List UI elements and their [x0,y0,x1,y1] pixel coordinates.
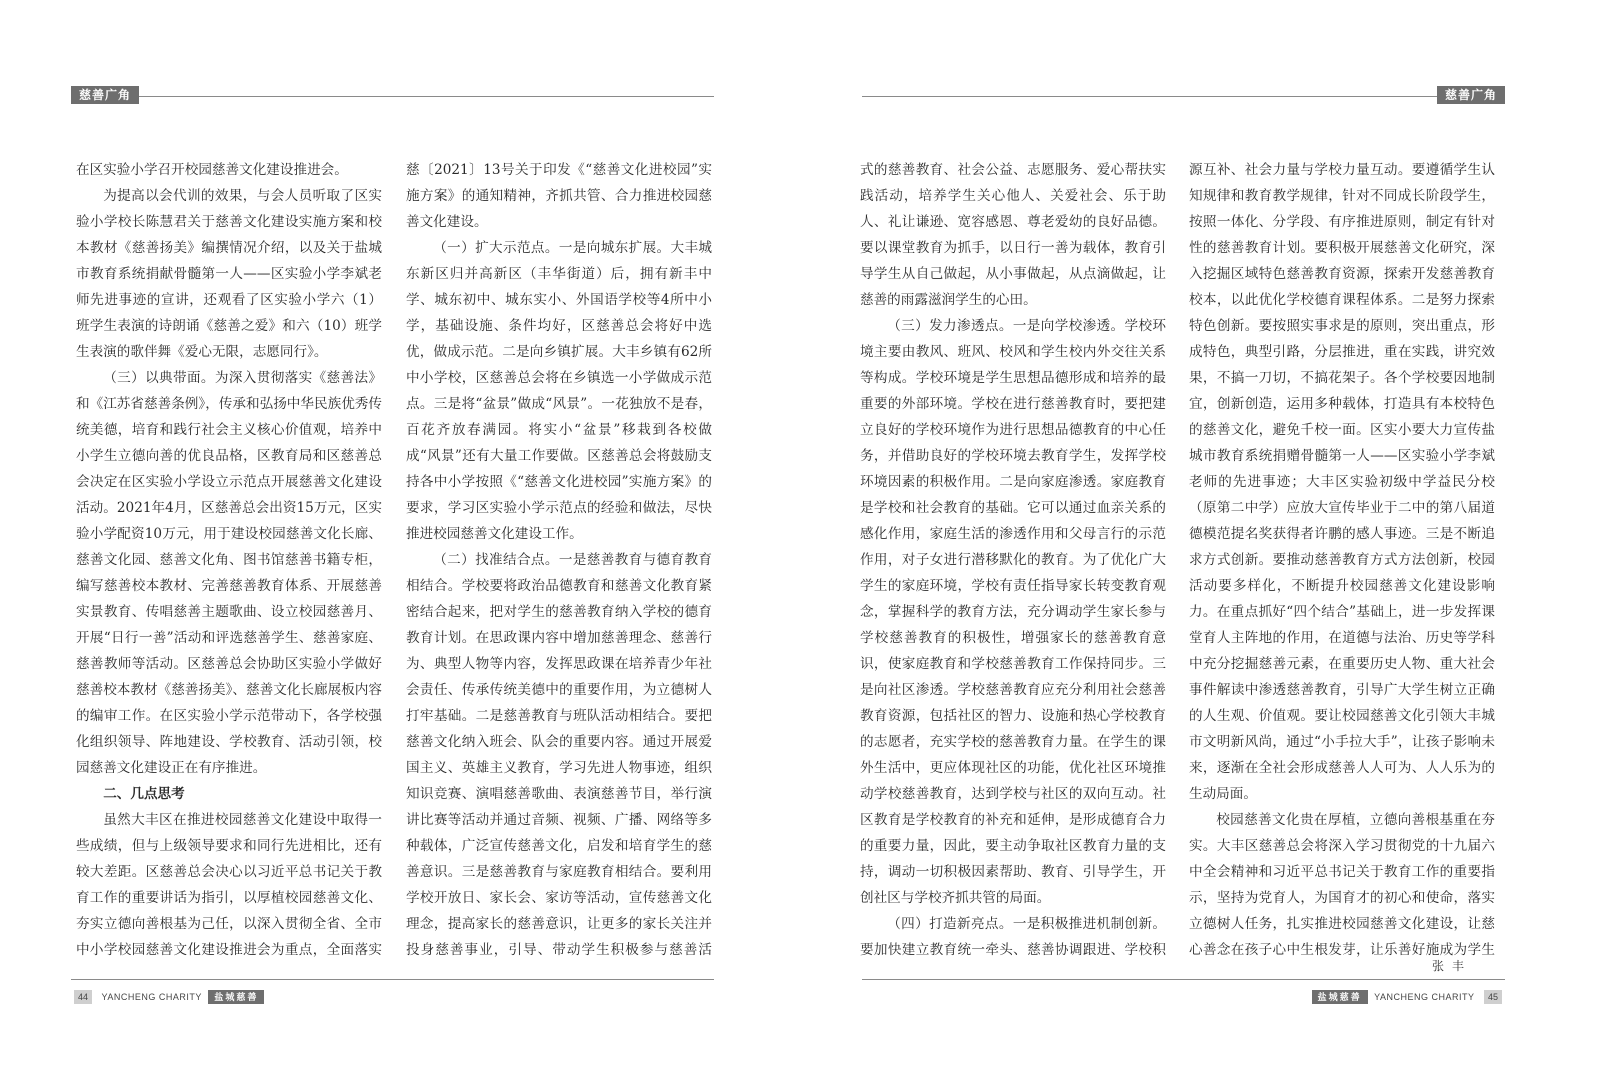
page-footer [1312,990,1505,1004]
paragraph: （四）打造新亮点。一是积极推进机制创新。要加快建立教育统一牵头、慈善协调跟进、学校积 [860,916,1166,957]
section-tag: 慈善广角 [71,86,139,104]
footer-rule [71,979,714,980]
magazine-name-en: YANCHENG CHARITY [1374,992,1475,1002]
paragraph: 慈〔2021〕13号关于印发《“慈善文化进校园”实施方案》的通知精神，齐抓共管、合力推进校园慈善文化建设。 [406,162,712,230]
paragraph: 虽然大丰区在推进校园慈善文化建设中取得一些成绩，但与上级领导要求和同行先进相比，还有较大差距。区慈善总会决心以习近平总书记关于教育工作的重要讲话为指引，以厚植校园慈善文化、夯实立德向善根基为己任，以深入贯彻全省、全市中小学校园慈善文化建设推进会为重点，全面落实 [76,812,382,957]
page-number: 45 [1484,990,1502,1004]
paragraph: 在区实验小学召开校园慈善文化建设推进会。 [76,162,348,178]
footer-rule [862,979,1505,980]
author-name: 张丰 [1431,959,1472,973]
section-tag: 慈善广角 [1437,86,1505,104]
section-heading: 二、几点思考 [103,786,185,802]
paragraph: 为提高以会代训的效果，与会人员听取了区实验小学校长陈慧君关于慈善文化建设实施方案和校本教材《慈善扬美》编撰情况介绍，以及关于盐城市教育系统捐献骨髓第一人——区实验小学李斌老师先进事迹的宣讲，还观看了区实验小学六（1）班学生表演的诗朗诵《慈善之爱》和六（10）班学生表演的歌伴舞《爱心无限，志愿同行》。 [76,188,382,360]
page-footer [71,990,264,1004]
paragraph: （一）扩大示范点。一是向城东扩展。大丰城东新区归并高新区（丰华街道）后，拥有新丰中学、城东初中、城东实小、外国语学校等4所中小学，基础设施、条件均好，区慈善总会将好中选优，做成示范。二是向乡镇扩展。大丰乡镇有62所中小学校，区慈善总会将在乡镇选一小学做成示范点。三是将“盆景”做成“风景”。一花独放不是春，百花齐放春满园。将实小“盆景”移栽到各校做成“风景”还有大量工作要做。区慈善总会将鼓励支持各中小学按照《“慈善文化进校园”实施方案》的要求，学习区实验小学示范点的经验和做法，尽快推进校园慈善文化建设工作。 [406,240,712,542]
header-rule [71,96,714,97]
magazine-name-en: YANCHENG CHARITY [101,992,202,1002]
magazine-name-cn: 盐城慈善 [1312,990,1368,1004]
header-rule [862,96,1505,97]
right-page [800,0,1600,1089]
paragraph: 式的慈善教育、社会公益、志愿服务、爱心帮扶实践活动，培养学生关心他人、关爱社会、乐于助人、礼让谦逊、宽容感恩、尊老爱幼的良好品德。要以课堂教育为抓手，以日行一善为载体，教育引导学生从自己做起，从小事做起，从点滴做起，让慈善的雨露滋润学生的心田。 [860,162,1166,308]
magazine-name-cn: 盐城慈善 [208,990,264,1004]
column-4 [1189,157,1495,957]
paragraph: （三）以典带面。为深入贯彻落实《慈善法》和《江苏省慈善条例》，传承和弘扬中华民族优秀传统美德，培育和践行社会主义核心价值观，培养中小学生立德向善的优良品格，区教育局和区慈善总会决定在区实验小学设立示范点开展慈善文化建设活动。2021年4月，区慈善总会出资15万元，区实验小学配资10万元，用于建设校园慈善文化长廊、慈善文化园、慈善文化角、图书馆慈善书籍专柜，编写慈善校本教材、完善慈善教育体系、开展慈善实景教育、传唱慈善主题歌曲、设立校园慈善月、开展“日行一善”活动和评选慈善学生、慈善家庭、慈善教师等活动。区慈善总会协助区实验小学做好慈善校本教材《慈善扬美》、慈善文化长廊展板内容的编审工作。在区实验小学示范带动下，各学校强化组织领导、阵地建设、学校教育、活动引领，校园慈善文化建设正在有序推进。 [76,370,382,776]
column-3 [860,157,1166,957]
paragraph: （二）找准结合点。一是慈善教育与德育教育相结合。学校要将政治品德教育和慈善文化教育紧密结合起来，把对学生的慈善教育纳入学校的德育教育计划。在思政课内容中增加慈善理念、慈善行为、典型人物等内容，发挥思政课在培养青少年社会责任、传承传统美德中的重要作用，为立德树人打牢基础。二是慈善教育与班队活动相结合。要把慈善文化纳入班会、队会的重要内容。通过开展爱国主义、英雄主义教育，学习先进人物事迹，组织知识竞赛、演唱慈善歌曲、表演慈善节目，举行演讲比赛等活动并通过音频、视频、广播、网络等多种载体，广泛宣传慈善文化，启发和培育学生的慈善意识。三是慈善教育与家庭教育相结合。要利用学校开放日、家长会、家访等活动，宣传慈善文化理念，提高家长的慈善意识，让更多的家长关注并投身慈善事业，引导、带动学生积极参与慈善活 [406,552,712,957]
paragraph: 校园慈善文化贵在厚植，立德向善根基重在夯实。大丰区慈善总会将深入学习贯彻党的十九届六中全会精神和习近平总书记关于教育工作的重要指示，坚持为党育人，为国育才的初心和使命，落实立德树人任务，扎实推进校园慈善文化建设，让慈心善念在孩子心中生根发芽，让乐善好施成为学生 [1189,812,1495,957]
column-1 [76,157,382,957]
paragraph: （三）发力渗透点。一是向学校渗透。学校环境主要由教风、班风、校风和学生校内外交往关系等构成。学校环境是学生思想品德形成和培养的最重要的外部环境。学校在进行慈善教育时，要把建立良好的学校环境作为进行思想品德教育的中心任务，并借助良好的学校环境去教育学生，发挥学校环境因素的积极作用。二是向家庭渗透。家庭教育是学校和社会教育的基础。它可以通过血亲关系的感化作用，家庭生活的渗透作用和父母言行的示范作用，对子女进行潜移默化的教育。为了优化广大学生的家庭环境，学校有责任指导家长转变教育观念，掌握科学的教育方法，充分调动学生家长参与学校慈善教育的积极性，增强家长的慈善教育意识，使家庭教育和学校慈善教育工作保持同步。三是向社区渗透。学校慈善教育应充分利用社会慈善教育资源，包括社区的智力、设施和热心学校教育的志愿者，充实学校的慈善教育力量。在学生的课外生活中，更应体现社区的功能，优化社区环境推动学校慈善教育，达到学校与社区的双向互动。社区教育是学校教育的补充和延伸，是形成德育合力的重要力量，因此，要主动争取社区教育力量的支持，调动一切积极因素帮助、教育、引导学生，开创社区与学校齐抓共管的局面。 [860,318,1166,906]
page-number: 44 [74,990,92,1004]
column-2 [406,157,712,957]
paragraph: 源互补、社会力量与学校力量互动。要遵循学生认知规律和教育教学规律，针对不同成长阶段学生，按照一体化、分学段、有序推进原则，制定有针对性的慈善教育计划。要积极开展慈善文化研究，深入挖掘区域特色慈善教育资源，探索开发慈善教育校本，以此优化学校德育课程体系。二是努力探索特色创新。要按照实事求是的原则，突出重点，形成特色，典型引路，分层推进，重在实践，讲究效果，不搞一刀切，不搞花架子。各个学校要因地制宜，创新创造，运用多种载体，打造具有本校特色的慈善文化，避免千校一面。区实小要大力宣传盐城市教育系统捐赠骨髓第一人——区实验小学李斌老师的先进事迹；大丰区实验初级中学益民分校（原第二中学）应放大宣传毕业于二中的第八届道德模范提名奖获得者许鹏的感人事迹。三是不断追求方式创新。要推动慈善教育方式方法创新，校园活动要多样化，不断提升校园慈善文化建设影响力。在重点抓好“四个结合”基础上，进一步发挥课堂育人主阵地的作用，在道德与法治、历史等学科中充分挖掘慈善元素，在重要历史人物、重大社会事件解读中渗透慈善教育，引导广大学生树立正确的人生观、价值观。要让校园慈善文化引领大丰城市文明新风尚，通过“小手拉大手”，让孩子影响未来，逐渐在全社会形成慈善人人可为、人人乐为的生动局面。 [1189,162,1495,802]
